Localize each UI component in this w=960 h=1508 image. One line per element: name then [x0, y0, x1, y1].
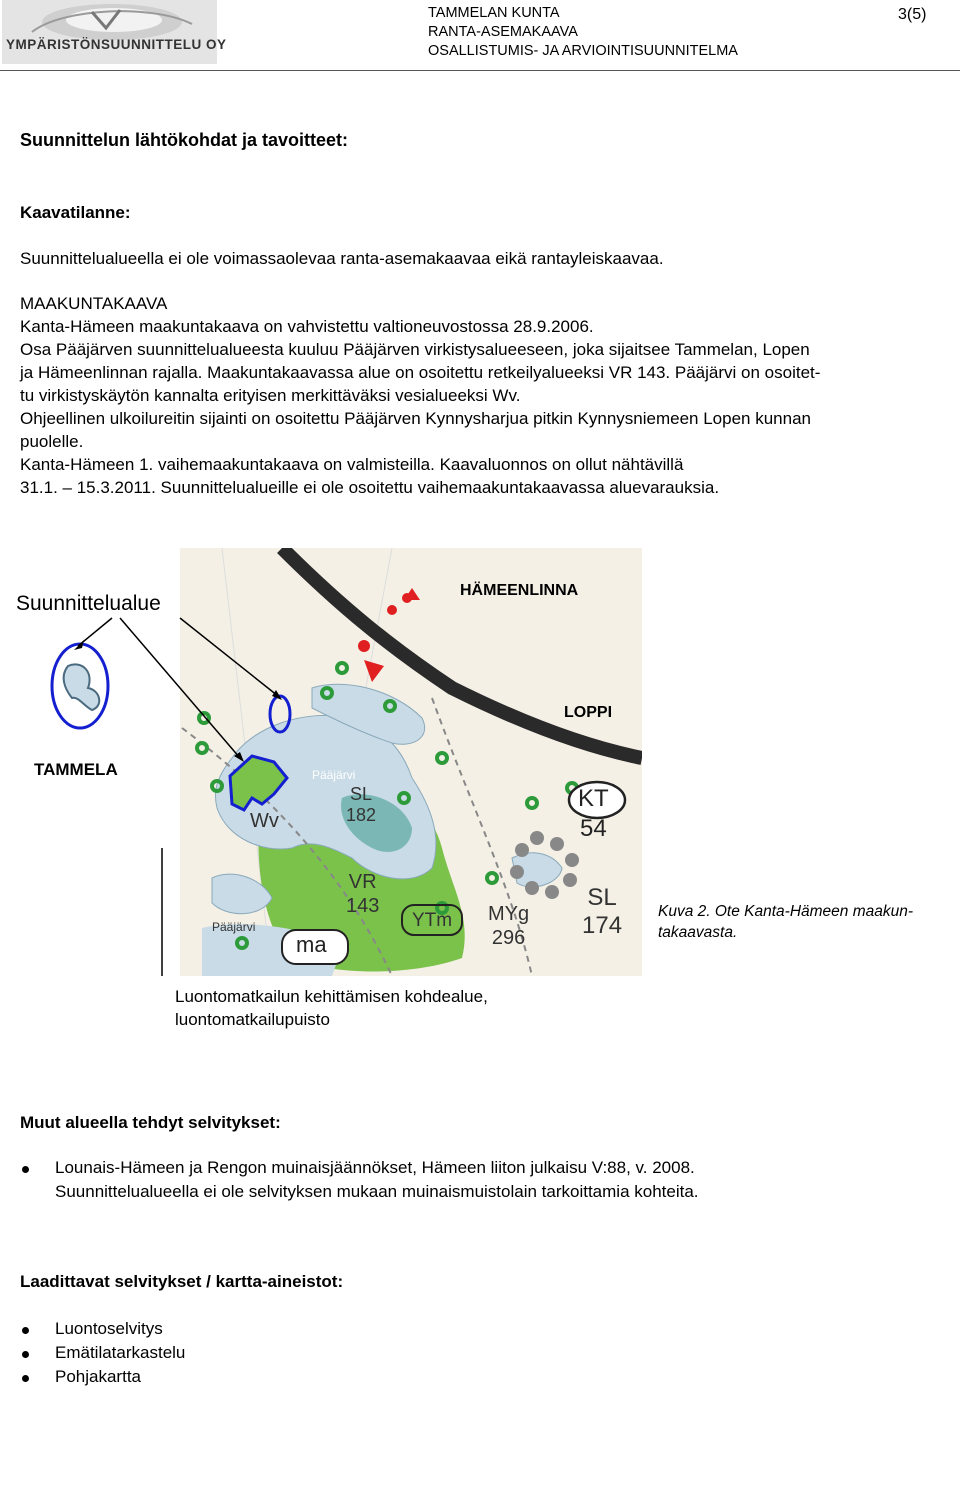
list-item: Lounais-Hämeen ja Rengon muinaisjäännökset, Hämeen liiton julkaisu V:88, v. 2008. — [55, 1158, 695, 1177]
code-vr-143 — [346, 870, 379, 918]
header-plan-type: RANTA-ASEMAKAAVA — [428, 24, 578, 40]
company-logo — [2, 0, 227, 64]
bullet-icon — [22, 1327, 29, 1334]
figure-caption: Kuva 2. Ote Kanta-Hämeen maakun- — [658, 903, 914, 920]
maakuntakaava-line: Osa Pääjärven suunnittelualueesta kuuluu Pääjärven virkistysalueeseen, joka sijaitsee Tammelan, Lopen — [20, 340, 810, 359]
maakuntakaava-line: puolelle. — [20, 432, 84, 451]
label-tammela: TAMMELA — [34, 760, 118, 779]
page-header — [0, 0, 960, 72]
list-item: Luontoselvitys — [55, 1319, 163, 1338]
list-item-continuation: Suunnittelualueella ei ole selvityksen mukaan muinaismuistolain tarkoittamia kohteita. — [55, 1182, 699, 1201]
kaavatilanne-text: Suunnittelualueella ei ole voimassaolevaa ranta-asemakaavaa eikä rantayleiskaavaa. — [20, 249, 664, 268]
header-document-title: OSALLISTUMIS- JA ARVIOINTISUUNNITELMA — [428, 43, 738, 59]
callout-text: Luontomatkailun kehittämisen kohdealue, — [175, 987, 488, 1006]
place-paajarvi-bottom: Pääjärvi — [212, 920, 256, 934]
label-suunnittelualue: Suunnittelualue — [16, 592, 161, 615]
code-143: 143 — [346, 895, 380, 917]
list-item: Emätilatarkastelu — [55, 1343, 186, 1362]
section-title: Muut alueella tehdyt selvitykset: — [20, 1113, 281, 1132]
code-54: 54 — [579, 815, 607, 842]
code-ma: ma — [296, 932, 327, 957]
code-182: 182 — [346, 805, 377, 825]
page-number: 3(5) — [898, 6, 927, 23]
code-ytm: YTm — [412, 910, 453, 931]
code-myg: MYg — [488, 903, 530, 925]
code-296: 296 — [491, 927, 526, 949]
bullet-icon — [22, 1375, 29, 1382]
code-kt: KT — [578, 785, 609, 812]
code-sl-174 — [582, 884, 622, 940]
code-sl: SL — [350, 784, 373, 804]
section-title: Laadittavat selvitykset / kartta-aineistot: — [20, 1272, 344, 1291]
maakuntakaava-line: 31.1. – 15.3.2011. Suunnittelualueille ei ole osoitettu vaihemaakuntakaavassa aluevarauksia. — [20, 478, 720, 497]
maakuntakaava-line: tu virkistyskäytön kannalta erityisen merkittäväksi vesialueeksi Wv. — [20, 386, 521, 405]
section-title: Suunnittelun lähtökohdat ja tavoitteet: — [20, 130, 348, 150]
maakuntakaava-line: Ohjeellinen ulkoilureitin sijainti on osoitettu Pääjärven Kynnysharjua pitkin Kynnysniemeen Lopen kunnan — [20, 409, 811, 428]
header-divider — [0, 70, 960, 71]
code-wv: Wv — [250, 810, 279, 832]
maakuntakaava-line: Kanta-Hämeen 1. vaihemaakuntakaava on valmisteilla. Kaavaluonnos on ollut nähtävillä — [20, 455, 684, 474]
code-174: 174 — [582, 912, 623, 939]
label-hameenlinna: HÄMEENLINNA — [460, 582, 579, 599]
place-paajarvi-top: Pääjärvi — [312, 768, 356, 782]
code-kt-54 — [578, 784, 609, 844]
label-loppi: LOPPI — [564, 704, 613, 721]
figure-caption: takaavasta. — [658, 924, 738, 941]
code-sl-182 — [346, 784, 376, 826]
code-myg-296 — [488, 902, 529, 950]
callout-text: luontomatkailupuisto — [175, 1010, 330, 1029]
maakuntakaava-line: Kanta-Hämeen maakuntakaava on vahvistettu valtioneuvostossa 28.9.2006. — [20, 317, 594, 336]
logo-text: YMPÄRISTÖNSUUNNITTELU OY — [6, 37, 227, 52]
bullet-icon — [22, 1351, 29, 1358]
list-item: Pohjakartta — [55, 1367, 141, 1386]
header-municipality: TAMMELAN KUNTA — [428, 5, 560, 21]
logo-graphic — [2, 0, 217, 64]
code-vr: VR — [348, 871, 377, 893]
code-sl: SL — [587, 884, 617, 911]
bullet-icon — [22, 1166, 29, 1173]
maakuntakaava-line: MAAKUNTAKAAVA — [20, 294, 168, 313]
regional-plan-map — [12, 548, 642, 976]
kaavatilanne-heading: Kaavatilanne: — [20, 203, 131, 222]
maakuntakaava-line: ja Hämeenlinnan rajalla. Maakuntakaavassa alue on osoitettu retkeilyalueeksi VR 143. Pääjärvi on osoitet- — [20, 363, 821, 382]
